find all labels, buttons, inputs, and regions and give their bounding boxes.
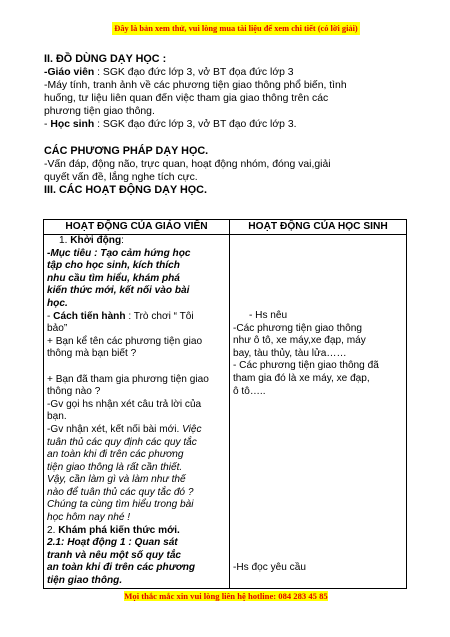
activity-1-title <box>47 235 226 248</box>
aim-label: -Mục tiêu <box>47 247 92 259</box>
teacher-materials-line2: -Máy tính, tranh ảnh về các phương tiện giao thông phổ biến, tình <box>44 80 347 92</box>
a1-title: Khởi động <box>70 235 122 246</box>
student-materials <box>44 118 404 131</box>
gv-step-2-line-7: Chúng ta cùng tìm hiểu trong bài <box>47 499 194 511</box>
aim-line-2: tập cho học sinh, kích thích <box>47 260 180 272</box>
question-2-line-1: + Bạn đã tham gia phương tiện giao <box>47 373 209 385</box>
a2-num: 2. <box>47 524 59 536</box>
teacher-text: : SGK đạo đức lớp 3, vở BT đọa đức lớp 3 <box>94 67 294 79</box>
student-text: : SGK đạo đức lớp 3, vở BT đạo đức lớp 3. <box>94 119 297 131</box>
aim-line-5: học. <box>47 297 68 309</box>
gv-step-2-line-5: Vậy, cần làm gì và làm như thế <box>47 474 186 486</box>
student-answer-2-line-1: -Các phương tiện giao thông <box>233 322 362 334</box>
student-prefix: - <box>44 119 51 131</box>
activity-2-1-line-1: 2.1: Hoạt động 1 : Quan sát <box>47 537 178 549</box>
gv-step-2-line-1 <box>47 424 226 437</box>
activities-table <box>43 219 407 589</box>
gv-step-2-line-4: tiện giao thông là rất cần thiết. <box>47 461 183 473</box>
aim-line-4: kiến thức mới, kết nối vào bài <box>47 285 190 297</box>
student-label: Học sinh <box>50 119 95 131</box>
student-answer-3-line-2: tham gia đó là xe máy, xe đạp, <box>233 372 370 384</box>
activity-2-1-line-3: an toàn khi đi trên các phương <box>47 562 196 574</box>
preview-banner: Đây là bản xem thử, vui lòng mua tài liệu để xem chi tiết (có lời giải) <box>112 22 360 35</box>
aim-line-3: nhu cầu tìm hiểu, khám phá <box>47 272 180 284</box>
question-1-line-1: + Bạn kể tên các phương tiện giao <box>47 335 203 347</box>
student-activities-cell <box>230 235 407 589</box>
teacher-label: -Giáo viên <box>44 67 95 79</box>
section-2-title: II. ĐỒ DÙNG DẠY HỌC : <box>44 53 167 65</box>
methods-line2: quyết vấn đề, lắng nghe tích cực. <box>44 171 198 183</box>
teacher-materials-line3: huống, tư liệu liên quan đến việc tham gia giao thông trên các <box>44 93 329 105</box>
proc-prefix: - <box>47 310 54 322</box>
gv2-italic: Việc <box>182 423 202 435</box>
student-answer-2-line-2: như ô tô, xe máy,xe đạp, máy <box>233 335 366 347</box>
hotline-banner <box>120 590 332 603</box>
student-answer-3-line-3: ô tô….. <box>233 385 266 397</box>
a1-colon: : <box>121 235 124 246</box>
header-student: HOẠT ĐỘNG CỦA HỌC SINH <box>230 220 407 235</box>
gv-step-2-line-2: tuân thủ các quy định các quy tắc <box>47 436 197 448</box>
question-1-line-2: thông mà bạn biết ? <box>47 348 137 360</box>
teacher-materials-line4: phương tiện giao thông. <box>44 106 155 118</box>
activity-2-1-line-2: tranh và nêu một số quy tắc <box>47 549 182 561</box>
teacher-materials <box>44 66 404 79</box>
procedure-line-1 <box>47 311 226 324</box>
student-answer-1: - Hs nêu <box>249 310 288 321</box>
table-header-row <box>44 220 407 235</box>
header-teacher: HOẠT ĐỘNG CỦA GIÁO VIÊN <box>44 220 230 235</box>
gv-step-2-line-3: an toàn khi đi trên các phương <box>47 449 184 461</box>
proc-label: Cách tiến hành <box>53 310 126 322</box>
section-3-title: III. CÁC HOẠT ĐỘNG DẠY HỌC. <box>44 183 207 196</box>
student-answer-2-line-3: bay, tàu thủy, tàu lửa…… <box>233 347 347 359</box>
methods-line1: -Vấn đáp, động não, trực quan, hoạt động nhóm, đóng vai,giải <box>44 158 331 170</box>
student-answer-4: -Hs đọc yêu cầu <box>233 562 306 574</box>
methods-title: CÁC PHƯƠNG PHÁP DẠY HỌC. <box>44 144 209 157</box>
hotline-text: Mọi thắc mắc xin vui lòng liên hệ hotline: 084 283 45 85 <box>124 591 328 601</box>
activity-2-title <box>47 525 226 538</box>
gv-step-1-line-2: bạn. <box>47 411 67 423</box>
aim-line-1 <box>47 248 226 261</box>
proc-text: : Trò chơi “ Tôi <box>125 310 194 322</box>
teacher-activities-cell <box>44 235 230 589</box>
procedure-line-2: bảo” <box>47 323 68 335</box>
gv-step-2-line-8: học hôm nay nhé ! <box>47 512 131 524</box>
document-body <box>44 53 404 197</box>
a2-title: Khám phá kiến thức mới. <box>58 524 180 536</box>
aim-text: : Tạo cảm hứng học <box>91 247 191 259</box>
gv-step-2-line-6: nào để tuân thủ các quy tắc đó ? <box>47 486 194 498</box>
gv2-text: -Gv nhận xét, kết nối bài mới. <box>47 423 183 435</box>
activity-2-1-line-4: tiện giao thông. <box>47 575 123 587</box>
question-2-line-2: thông nào ? <box>47 386 101 398</box>
a1-num: 1. <box>59 235 71 246</box>
gv-step-1-line-1: -Gv gọi hs nhận xét câu trả lời của <box>47 398 202 410</box>
student-answer-3-line-1: - Các phương tiện giao thông đã <box>233 360 379 372</box>
table-row <box>44 235 407 589</box>
